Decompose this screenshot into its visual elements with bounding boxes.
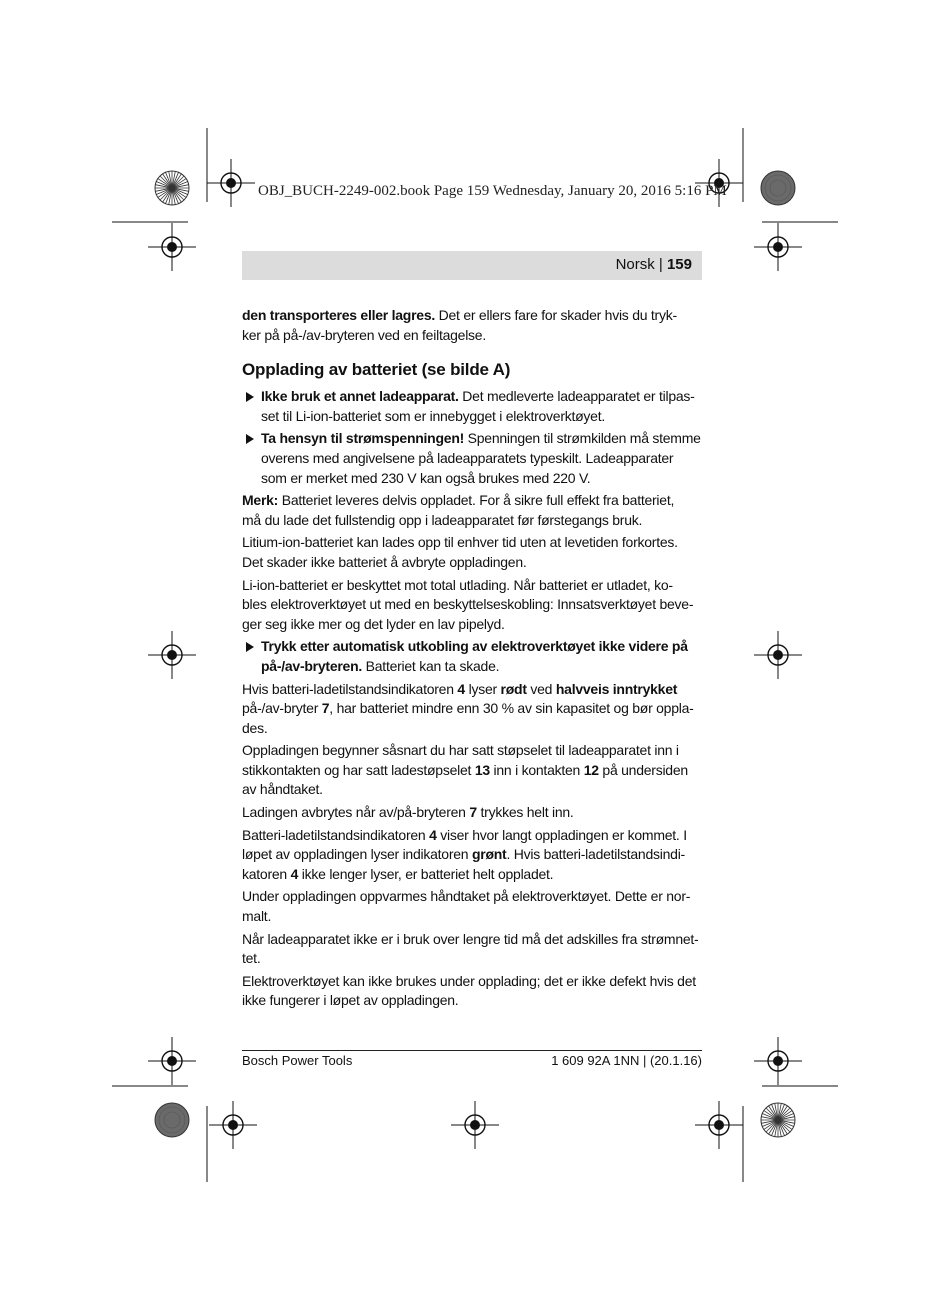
bold-phrase: Trykk etter automatisk utkobling av elektroverktøyet ikke videre på	[261, 638, 688, 655]
text-span: stikkontakten og har satt ladestøpselet	[242, 761, 475, 778]
ref-number: 12	[583, 761, 599, 778]
header-language: Norsk	[615, 256, 655, 273]
print-slug: OBJ_BUCH-2249-002.book Page 159 Wednesday, January 20, 2016 5:16 PM	[258, 183, 727, 199]
text-span: Batteriet kan ta skade.	[362, 657, 500, 674]
ref-number: 4	[429, 826, 437, 843]
bold-phrase: på-/av-bryteren.	[261, 657, 363, 674]
text-span: ikke lenger lyser, er batteriet helt oppladet.	[298, 865, 554, 882]
paragraph-protection	[242, 576, 702, 635]
text-span: lyser	[464, 680, 501, 697]
bullet-item	[242, 637, 702, 676]
bullet-triangle-icon	[246, 434, 254, 444]
paragraph-indicator	[242, 680, 702, 739]
text-span: Ladingen avbrytes når av/på-bryteren	[242, 804, 470, 821]
text-span: Det medleverte ladeapparatet er tilpas-	[458, 388, 695, 405]
text-span: Det skader ikke batteriet å avbryte oppladingen.	[242, 553, 527, 570]
note-paragraph	[242, 491, 702, 530]
text-span: inn i kontakten	[489, 761, 584, 778]
bullet-triangle-icon	[246, 392, 254, 402]
bullet-item	[242, 429, 702, 488]
text-span: Batteriet leveres delvis oppladet. For å sikre full effekt fra batteriet,	[278, 492, 675, 509]
text-span: Batteri-ladetilstandsindikatoren	[242, 826, 430, 843]
bold-phrase: halvveis inntrykket	[555, 680, 678, 697]
footer-publisher: Bosch Power Tools	[242, 1053, 353, 1068]
text-span: må du lade det fullstendig opp i ladeapparatet før førstegangs bruk.	[242, 511, 643, 528]
page-number: 159	[666, 256, 692, 273]
text-span: Li-ion-batteriet er beskyttet mot total utlading. Når batteriet er utladet, ko-	[242, 576, 673, 593]
ref-number: 13	[474, 761, 490, 778]
text-span: malt.	[242, 908, 272, 925]
header-text	[616, 256, 692, 273]
text-span: Spenningen til strømkilden må stemme	[464, 430, 701, 447]
paragraph-lithium	[242, 533, 702, 572]
text-span: trykkes helt inn.	[476, 804, 574, 821]
section-heading: Opplading av batteriet (se bilde A)	[242, 360, 511, 380]
footer-document-code: 1 609 92A 1NN | (20.1.16)	[551, 1053, 702, 1068]
header-separator: |	[654, 256, 667, 273]
text-span: løpet av oppladingen lyser indikatoren	[242, 846, 472, 863]
bullet-item	[242, 387, 702, 426]
paragraph-progress	[242, 826, 702, 885]
bold-phrase: rødt	[500, 680, 527, 697]
bold-phrase: Ta hensyn til strømspenningen!	[261, 430, 465, 447]
note-label: Merk:	[242, 492, 279, 509]
text-span: , har batteriet mindre enn 30 % av sin kapasitet og bør oppla-	[329, 700, 694, 717]
text-span: på-/av-bryter	[242, 700, 322, 717]
footer-divider	[242, 1050, 702, 1051]
paragraph-unplug	[242, 930, 702, 969]
text-span: viser hvor langt oppladingen er kommet. I	[436, 826, 687, 843]
continuation-paragraph	[242, 306, 702, 345]
bold-phrase: Ikke bruk et annet ladeapparat.	[261, 388, 459, 405]
bold-phrase: grønt	[471, 846, 507, 863]
text-span: Når ladeapparatet ikke er i bruk over lengre tid må det adskilles fra strømnet-	[242, 930, 699, 947]
text-span: overens med angivelsene på ladeapparatets typeskilt. Ladeapparater	[261, 449, 674, 466]
text-span: Litium-ion-batteriet kan lades opp til enhver tid uten at levetiden forkortes.	[242, 534, 678, 551]
page-header	[242, 251, 702, 280]
text-span: på undersiden	[598, 761, 688, 778]
text-span: katoren	[242, 865, 291, 882]
bullet-triangle-icon	[246, 642, 254, 652]
text-span: ikke fungerer i løpet av oppladingen.	[242, 992, 459, 1009]
ref-number: 4	[290, 865, 299, 882]
text-span: tet.	[242, 950, 261, 967]
bold-phrase: den transporteres eller lagres.	[242, 307, 436, 323]
text-span: des.	[242, 719, 268, 736]
text-span: Elektroverktøyet kan ikke brukes under opplading; det er ikke defekt hvis det	[242, 972, 696, 989]
paragraph-charging-start	[242, 741, 702, 800]
text-span: ved	[526, 680, 556, 697]
paragraph-defect	[242, 972, 702, 1011]
text-span: bles elektroverktøyet ut med en beskyttelseskobling: Innsatsverktøyet beve-	[242, 596, 694, 613]
text-span: set til Li-ion-batteriet som er innebygget i elektroverktøyet.	[261, 407, 605, 424]
text-span: som er merket med 230 V kan også brukes med 220 V.	[261, 469, 591, 486]
text-span: av håndtaket.	[242, 781, 323, 798]
text-span: Hvis batteri-ladetilstandsindikatoren	[242, 680, 458, 697]
text-span: ker på på-/av-bryteren ved en feiltagelse.	[242, 326, 486, 343]
paragraph-warming	[242, 887, 702, 926]
text-span: Oppladingen begynner såsnart du har satt støpselet til ladeapparatet inn i	[242, 742, 679, 759]
text-span: ger seg ikke mer og det lyder en lav pipelyd.	[242, 615, 505, 632]
text-span: Under oppladingen oppvarmes håndtaket på elektroverktøyet. Dette er nor-	[242, 888, 691, 905]
ref-number: 4	[457, 680, 465, 697]
ref-number: 7	[321, 700, 330, 717]
paragraph-charging-stop	[242, 803, 702, 823]
text-span: Det er ellers fare for skader hvis du tryk-	[435, 307, 677, 323]
ref-number: 7	[469, 804, 477, 821]
page-body	[242, 306, 702, 1014]
text-span: . Hvis batteri-ladetilstandsindi-	[506, 846, 685, 863]
